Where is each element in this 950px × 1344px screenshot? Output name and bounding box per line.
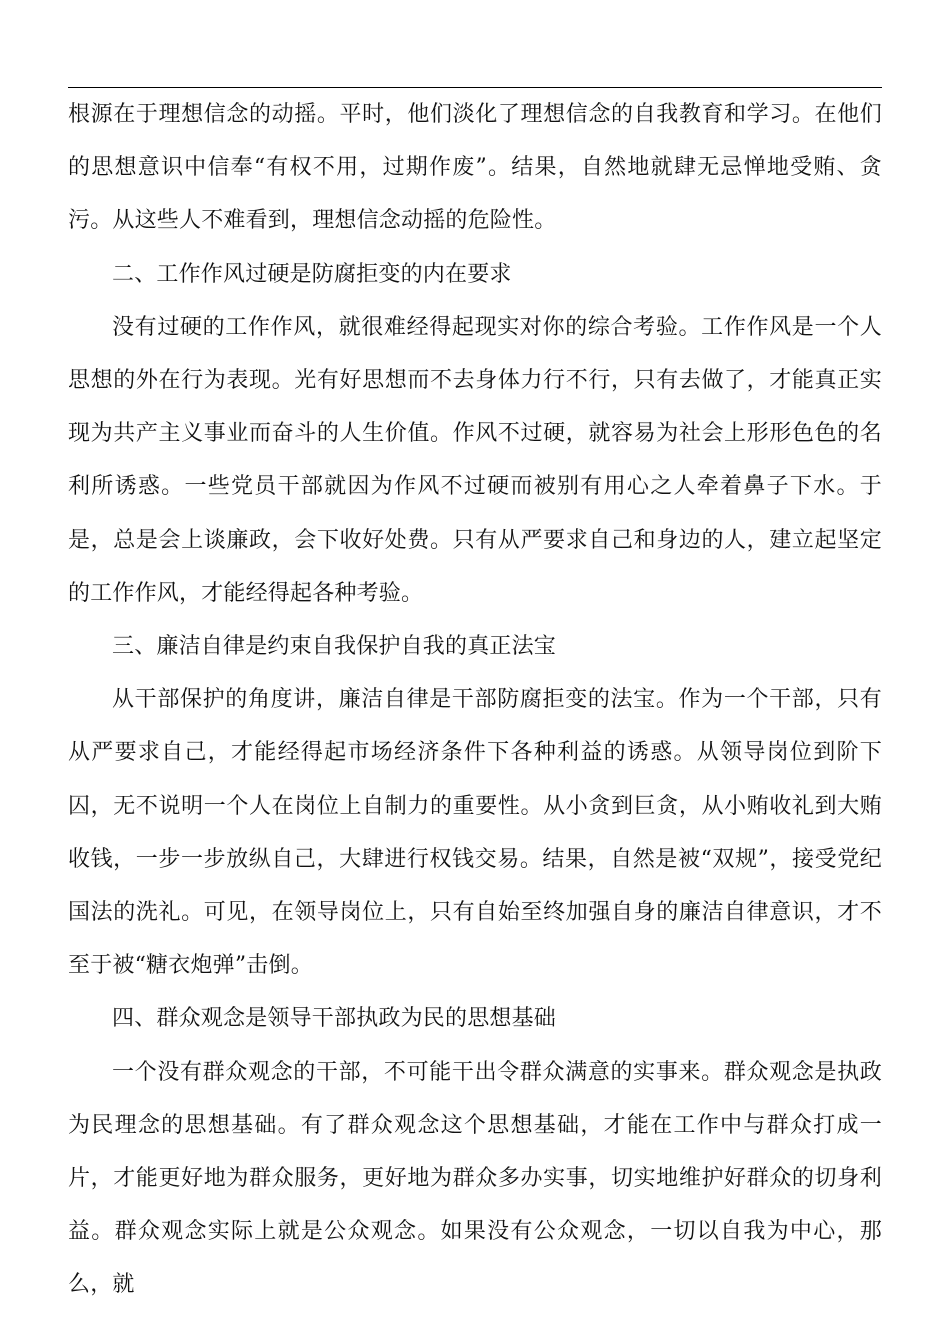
section-heading-4: 四、群众观念是领导干部执政为民的思想基础	[112, 1006, 557, 1032]
section-heading-3: 三、廉洁自律是约束自我保护自我的真正法宝	[112, 634, 557, 660]
document-body	[68, 88, 882, 1312]
paragraph-mass-concept: 一个没有群众观念的干部，不可能干出令群众满意的实事来。群众观念是执政为民理念的思想基础。有了群众观念这个思想基础，才能在工作中与群众打成一片，才能更好地为群众服务，更好地为群众多办实事，切实地维护好群众的切身利益。群众观念实际上就是公众观念。如果没有公众观念，一切以自我为中心，那么，就	[68, 1059, 882, 1298]
section-heading-2: 二、工作作风过硬是防腐拒变的内在要求	[112, 261, 512, 287]
paragraph-continuation: 根源在于理想信念的动摇。平时，他们淡化了理想信念的自我教育和学习。在他们的思想意识中信奉“有权不用，过期作废”。结果，自然地就肆无忌惮地受贿、贪污。从这些人不难看到，理想信念动摇的危险性。	[68, 102, 882, 234]
paragraph-work-style: 没有过硬的工作作风，就很难经得起现实对你的综合考验。工作作风是一个人思想的外在行为表现。光有好思想而不去身体力行不行，只有去做了，才能真正实现为共产主义事业而奋斗的人生价值。作风不过硬，就容易为社会上形形色色的名利所诱惑。一些党员干部就因为作风不过硬而被别有用心之人牵着鼻子下水。于是，总是会上谈廉政，会下收好处费。只有从严要求自己和身边的人，建立起坚定的工作作风，才能经得起各种考验。	[68, 314, 882, 606]
paragraph-self-discipline: 从干部保护的角度讲，廉洁自律是干部防腐拒变的法宝。作为一个干部，只有从严要求自己，才能经得起市场经济条件下各种利益的诱惑。从领导岗位到阶下囚，无不说明一个人在岗位上自制力的重要性。从小贪到巨贪，从小贿收礼到大贿收钱，一步一步放纵自己，大肆进行权钱交易。结果，自然是被“双规”，接受党纪国法的洗礼。可见，在领导岗位上，只有自始至终加强自身的廉洁自律意识，才不至于被“糖衣炮弹”击倒。	[68, 687, 882, 979]
